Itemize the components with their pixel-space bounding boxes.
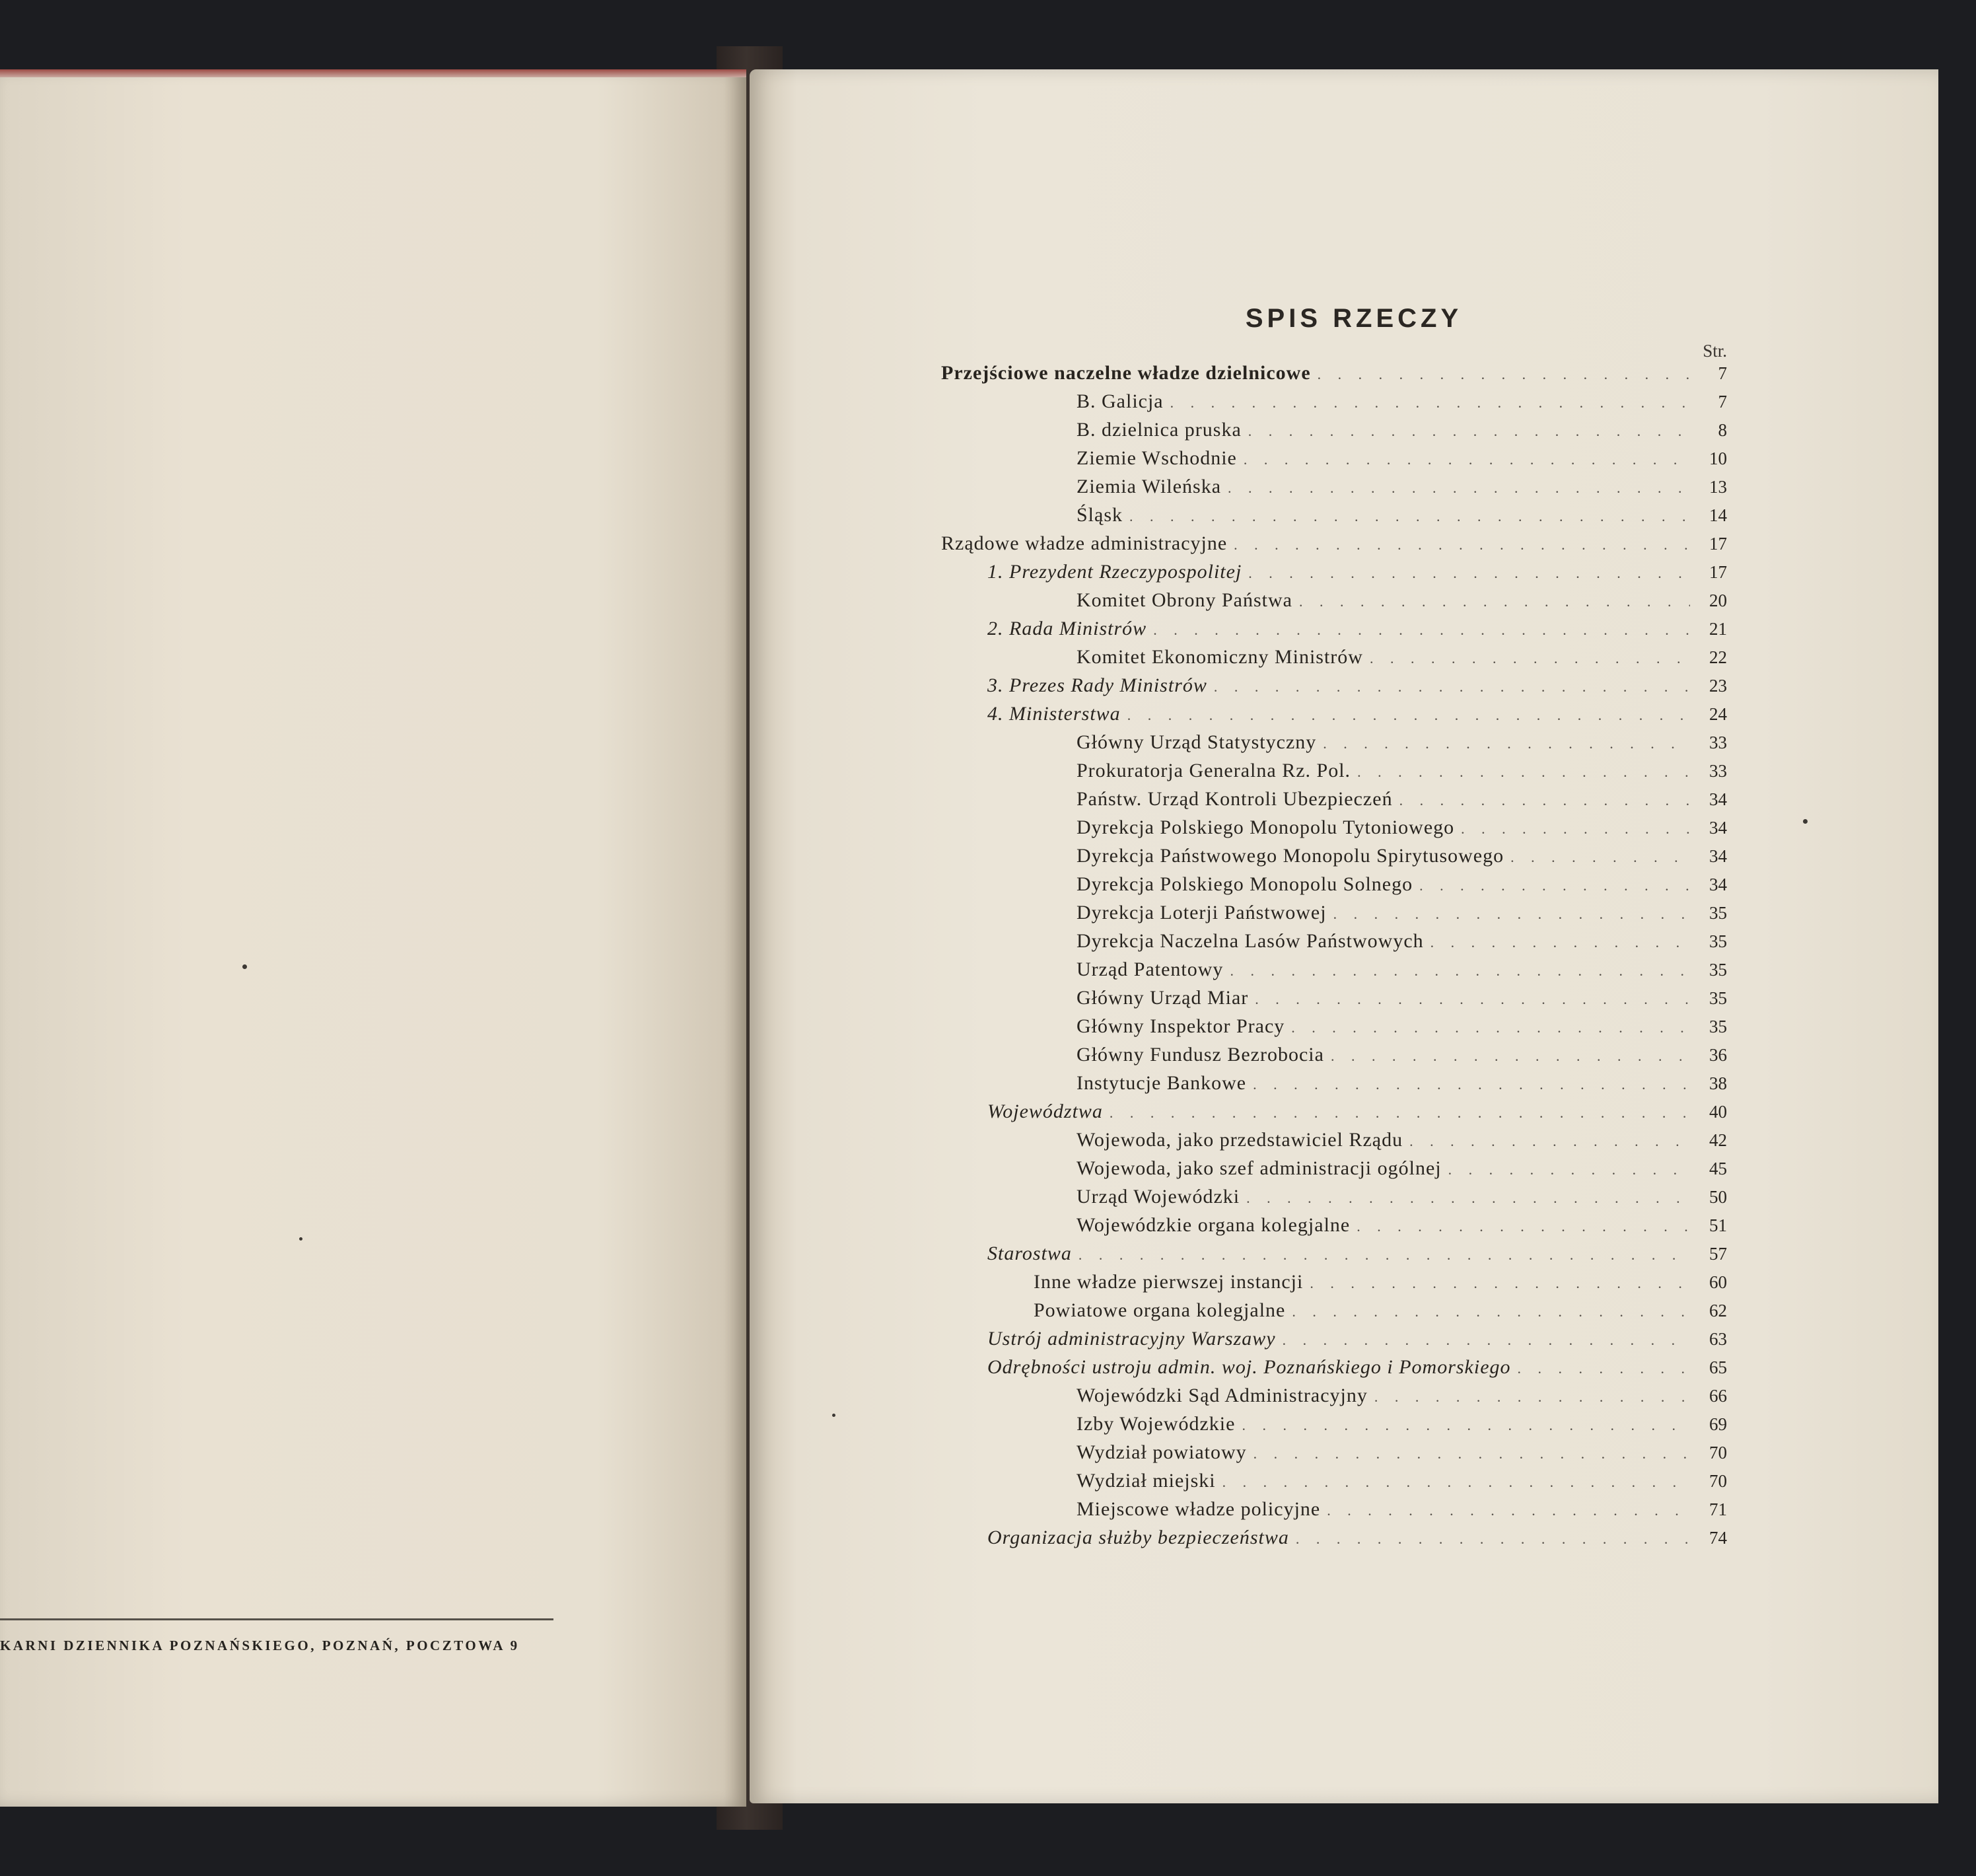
dot-leader	[1357, 758, 1690, 786]
toc-entry	[941, 1268, 1727, 1296]
toc-entry-page: 66	[1709, 1386, 1727, 1406]
toc-entry-page: 36	[1709, 1045, 1727, 1065]
toc-entry-page: 57	[1709, 1244, 1727, 1264]
toc-entry	[941, 671, 1727, 700]
toc-entry	[941, 984, 1727, 1012]
toc-entry	[941, 1126, 1727, 1154]
toc-entry	[941, 898, 1727, 927]
toc-entry-page: 35	[1709, 960, 1727, 980]
toc-entry	[941, 1069, 1727, 1097]
toc-entry-title: Wojewoda, jako szef administracji ogólnej	[1076, 1157, 1442, 1179]
toc-entry-page: 7	[1718, 392, 1727, 412]
dot-leader	[1323, 729, 1690, 758]
toc-entry	[941, 785, 1727, 813]
toc-entry-page: 21	[1709, 619, 1727, 639]
toc-entry	[941, 1040, 1727, 1069]
dot-leader	[1370, 644, 1690, 672]
toc-entry-page: 70	[1709, 1471, 1727, 1491]
toc-entry	[941, 1353, 1727, 1381]
toc-entry-page: 17	[1709, 534, 1727, 554]
printer-imprint: KARNI DZIENNIKA POZNAŃSKIEGO, POZNAŃ, POCZTOWA 9	[0, 1638, 520, 1653]
toc-entry	[941, 756, 1727, 785]
toc-entry-page: 42	[1709, 1130, 1727, 1150]
dot-leader	[1461, 814, 1690, 843]
toc-entry	[941, 1154, 1727, 1182]
toc-entry-page: 33	[1709, 761, 1727, 781]
dot-leader	[1310, 1269, 1690, 1297]
toc-entry-title: Dyrekcja Państwowego Monopolu Spirytusowego	[1076, 845, 1504, 867]
dot-leader	[1357, 1212, 1690, 1241]
toc-entries	[941, 359, 1727, 1552]
dot-leader	[1246, 1184, 1690, 1212]
toc-entry-title: Główny Urząd Statystyczny	[1076, 731, 1317, 753]
dot-leader	[1153, 616, 1690, 644]
toc-entry	[941, 472, 1727, 501]
toc-entry-title: 2. Rada Ministrów	[987, 618, 1147, 639]
dot-leader	[1170, 388, 1690, 417]
toc-entry	[941, 1296, 1727, 1324]
toc-entry	[941, 1211, 1727, 1239]
toc-entry-title: Przejściowe naczelne władze dzielnicowe	[941, 362, 1311, 384]
toc-entry-title: Główny Urząd Miar	[1076, 987, 1249, 1009]
page-column-label: Str.	[1703, 341, 1727, 361]
toc-entry	[941, 842, 1727, 870]
dot-leader	[1399, 786, 1690, 814]
toc-entry-title: Dyrekcja Naczelna Lasów Państwowych	[1076, 930, 1424, 952]
toc-entry-title: Wydział miejski	[1076, 1470, 1216, 1492]
dot-leader	[1318, 360, 1690, 388]
left-page	[0, 69, 746, 1807]
dot-leader	[1331, 1042, 1690, 1070]
toc-entry-page: 69	[1709, 1414, 1727, 1434]
toc-entry-title: Państw. Urząd Kontroli Ubezpieczeń	[1076, 788, 1393, 810]
toc-entry-page: 45	[1709, 1159, 1727, 1178]
dot-leader	[1234, 530, 1690, 559]
dot-leader	[1230, 956, 1690, 985]
toc-entry-page: 17	[1709, 562, 1727, 582]
toc-entry	[941, 1324, 1727, 1353]
paper-speck	[832, 1414, 835, 1417]
dot-leader	[1448, 1155, 1690, 1184]
paper-speck	[1803, 819, 1808, 824]
dot-leader	[1255, 985, 1690, 1013]
toc-entry-page: 35	[1709, 988, 1727, 1008]
toc-entry	[941, 1410, 1727, 1438]
toc-entry-page: 60	[1709, 1272, 1727, 1292]
toc-entry-title: Urząd Patentowy	[1076, 958, 1224, 980]
toc-entry-title: Główny Inspektor Pracy	[1076, 1015, 1285, 1037]
toc-entry-page: 40	[1709, 1102, 1727, 1122]
toc-entry-page: 70	[1709, 1443, 1727, 1462]
toc-entry-page: 7	[1718, 363, 1727, 383]
toc-entry-title: 3. Prezes Rady Ministrów	[987, 674, 1207, 696]
toc-entry-title: Wojewódzkie organa kolegjalne	[1076, 1214, 1351, 1236]
toc-entry	[941, 444, 1727, 472]
toc-entry-page: 10	[1709, 449, 1727, 468]
toc-entry-page: 33	[1709, 733, 1727, 752]
dot-leader	[1518, 1354, 1690, 1383]
toc-entry-title: Ustrój administracyjny Warszawy	[987, 1328, 1276, 1350]
toc-entry-title: Starostwa	[987, 1243, 1072, 1264]
dot-leader	[1244, 445, 1690, 474]
dot-leader	[1078, 1241, 1690, 1269]
toc-entry-title: Prokuratorja Generalna Rz. Pol.	[1076, 760, 1351, 781]
dot-leader	[1253, 1439, 1690, 1468]
toc-entry-title: Ziemie Wschodnie	[1076, 447, 1237, 469]
toc-entry	[941, 870, 1727, 898]
toc-entry-page: 34	[1709, 789, 1727, 809]
toc-entry-title: Odrębności ustroju admin. woj. Poznańskiego i Pomorskiego	[987, 1356, 1511, 1378]
dot-leader	[1127, 701, 1690, 729]
toc-entry	[941, 1012, 1727, 1040]
toc-entry	[941, 614, 1727, 643]
toc-entry	[941, 955, 1727, 984]
toc-entry-page: 74	[1709, 1528, 1727, 1548]
toc-entry	[941, 927, 1727, 955]
dot-leader	[1228, 474, 1690, 502]
toc-entry-page: 65	[1709, 1357, 1727, 1377]
toc-entry-page: 71	[1709, 1499, 1727, 1519]
dot-leader	[1292, 1297, 1690, 1326]
footer-rule	[0, 1618, 553, 1620]
dot-leader	[1409, 1127, 1690, 1155]
page-edge	[0, 69, 746, 77]
dot-leader	[1222, 1468, 1690, 1496]
toc-entry	[941, 1381, 1727, 1410]
toc-entry-title: Urząd Wojewódzki	[1076, 1186, 1240, 1208]
toc-entry-title: Instytucje Bankowe	[1076, 1072, 1247, 1094]
toc-entry-title: B. dzielnica pruska	[1076, 419, 1242, 441]
dot-leader	[1110, 1099, 1690, 1127]
toc-entry-page: 13	[1709, 477, 1727, 497]
toc-entry-page: 34	[1709, 818, 1727, 838]
toc-entry-page: 24	[1709, 704, 1727, 724]
toc-entry-title: Komitet Obrony Państwa	[1076, 589, 1292, 611]
toc-entry	[941, 558, 1727, 586]
toc-entry-page: 14	[1709, 505, 1727, 525]
toc-entry-title: Dyrekcja Polskiego Monopolu Solnego	[1076, 873, 1413, 895]
dot-leader	[1419, 871, 1690, 900]
toc-entry	[941, 1495, 1727, 1523]
toc-entry-title: Miejscowe władze policyjne	[1076, 1498, 1321, 1520]
toc-entry	[941, 586, 1727, 614]
toc-entry	[941, 1239, 1727, 1268]
toc-entry-page: 23	[1709, 676, 1727, 696]
dot-leader	[1248, 559, 1690, 587]
dot-leader	[1510, 843, 1690, 871]
toc-entry-title: Wojewódzki Sąd Administracyjny	[1076, 1385, 1368, 1406]
dot-leader	[1242, 1411, 1690, 1439]
dot-leader	[1283, 1326, 1690, 1354]
toc-entry-page: 35	[1709, 931, 1727, 951]
toc-entry	[941, 1438, 1727, 1466]
toc-entry-page: 38	[1709, 1073, 1727, 1093]
toc-entry-title: Województwa	[987, 1100, 1103, 1122]
toc-entry	[941, 643, 1727, 671]
toc-entry-page: 51	[1709, 1215, 1727, 1235]
toc-entry-page: 34	[1709, 875, 1727, 894]
toc-entry-page: 20	[1709, 591, 1727, 610]
toc-title: SPIS RZECZY	[1245, 304, 1463, 333]
toc-entry	[941, 529, 1727, 558]
dot-leader	[1333, 900, 1690, 928]
toc-entry-page: 62	[1709, 1301, 1727, 1320]
dot-leader	[1248, 417, 1690, 445]
toc-entry-page: 63	[1709, 1329, 1727, 1349]
toc-entry	[941, 1466, 1727, 1495]
toc-entry-title: Ziemia Wileńska	[1076, 476, 1222, 497]
dot-leader	[1296, 1525, 1690, 1553]
dot-leader	[1214, 672, 1690, 701]
toc-entry-page: 35	[1709, 903, 1727, 923]
toc-entry-title: B. Galicja	[1076, 390, 1164, 412]
paper-speck	[299, 1237, 302, 1241]
toc-entry-title: Dyrekcja Loterji Państwowej	[1076, 902, 1327, 923]
toc-entry-title: Izby Wojewódzkie	[1076, 1413, 1236, 1435]
dot-leader	[1374, 1383, 1690, 1411]
toc-entry-page: 22	[1709, 647, 1727, 667]
toc-entry	[941, 728, 1727, 756]
dot-leader	[1291, 1013, 1690, 1042]
toc-entry-title: Inne władze pierwszej instancji	[1034, 1271, 1304, 1293]
toc-entry-title: Główny Fundusz Bezrobocia	[1076, 1044, 1324, 1065]
toc-entry	[941, 501, 1727, 529]
dot-leader	[1327, 1496, 1690, 1525]
toc-entry-title: Dyrekcja Polskiego Monopolu Tytoniowego	[1076, 816, 1455, 838]
toc-entry-title: 4. Ministerstwa	[987, 703, 1121, 725]
toc-entry-title: Wydział powiatowy	[1076, 1441, 1247, 1463]
toc-entry-page: 34	[1709, 846, 1727, 866]
toc-entry	[941, 387, 1727, 415]
toc-entry-title: Komitet Ekonomiczny Ministrów	[1076, 646, 1363, 668]
toc-entry-title: Powiatowe organa kolegjalne	[1034, 1299, 1286, 1321]
toc-entry-page: 35	[1709, 1017, 1727, 1036]
dot-leader	[1430, 928, 1690, 956]
dot-leader	[1129, 502, 1690, 530]
toc-entry-title: 1. Prezydent Rzeczypospolitej	[987, 561, 1242, 583]
toc-entry	[941, 1182, 1727, 1211]
toc-entry	[941, 415, 1727, 444]
dot-leader	[1299, 587, 1690, 616]
dot-leader	[1253, 1070, 1690, 1099]
toc-entry	[941, 359, 1727, 387]
toc-entry-title: Organizacja służby bezpieczeństwa	[987, 1527, 1289, 1548]
paper-speck	[242, 964, 247, 969]
toc-entry-title: Wojewoda, jako przedstawiciel Rządu	[1076, 1129, 1403, 1151]
toc-entry-title: Rządowe władze administracyjne	[941, 532, 1228, 554]
toc-entry-title: Śląsk	[1076, 504, 1123, 526]
toc-entry	[941, 700, 1727, 728]
toc-entry	[941, 1523, 1727, 1552]
toc-entry-page: 50	[1709, 1187, 1727, 1207]
toc-entry	[941, 1097, 1727, 1126]
toc-entry	[941, 813, 1727, 842]
toc-entry-page: 8	[1718, 420, 1727, 440]
